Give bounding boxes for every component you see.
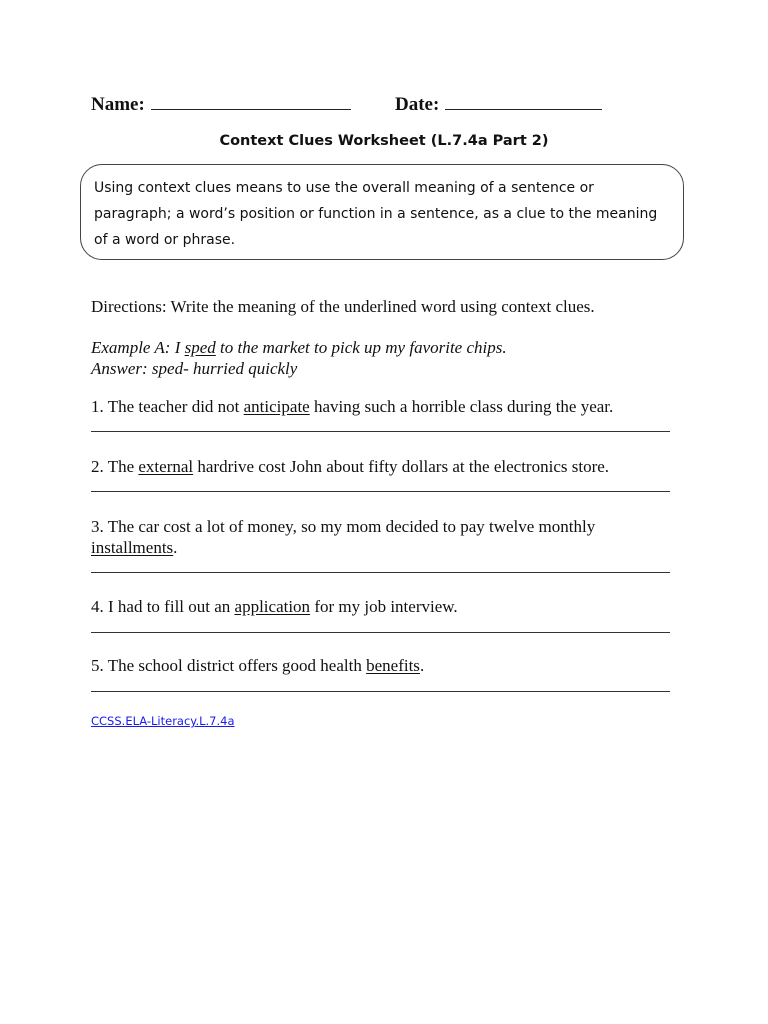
definition-box [80,164,684,260]
example-underlined-word: sped [184,338,216,357]
answer-line-3[interactable] [91,572,670,573]
directions: Directions: Write the meaning of the underlined word using context clues. [91,297,595,316]
question-text-before: 3. The car cost a lot of money, so my mom decided to pay twelve monthly [91,517,596,536]
question-text-before: 5. The school district offers good health [91,656,367,675]
answer-line-2[interactable] [91,491,670,492]
standard-link[interactable]: CCSS.ELA-Literacy.L.7.4a [91,714,235,728]
question-underlined-word: external [138,457,194,476]
question-5 [91,655,691,676]
definition-text: Using context clues means to use the overall meaning of a sentence or paragraph; a word’s position or function in a sentence, as a clue to the meaning of a word or phrase. [94,180,658,248]
question-underlined-word: installments [91,538,174,557]
question-text-before: 2. The [91,457,139,476]
question-text-after: hardrive cost John about fifty dollars at the electronics store. [193,457,610,476]
question-underlined-word: anticipate [243,397,310,416]
question-text-after: for my job interview. [310,597,458,616]
answer-line-1[interactable] [91,431,670,432]
question-underlined-word: application [234,597,311,616]
date-label: Date: [395,94,440,115]
question-text-before: 4. I had to fill out an [91,597,235,616]
question-underlined-word: benefits [366,656,420,675]
name-blank [151,90,351,110]
example-a [91,337,507,379]
example-prefix: Example A: I [91,338,185,357]
header-row [91,90,691,116]
date-field [395,90,602,116]
example-sentence [91,337,507,358]
example-answer: Answer: sped- hurried quickly [91,359,298,378]
date-blank [445,90,602,110]
answer-line-5[interactable] [91,691,670,692]
example-suffix: to the market to pick up my favorite chips. [215,338,507,357]
question-text-after: . [173,538,178,557]
question-text-after: . [419,656,425,675]
question-2 [91,456,691,477]
name-label: Name: [91,94,145,115]
worksheet-title: Context Clues Worksheet (L.7.4a Part 2) [219,133,549,149]
answer-line-4[interactable] [91,632,670,633]
question-3 [91,516,691,558]
question-text-before: 1. The teacher did not [91,397,244,416]
question-text-after: having such a horrible class during the year. [309,397,614,416]
question-1 [91,396,691,417]
question-4 [91,596,691,617]
name-field [91,90,351,116]
